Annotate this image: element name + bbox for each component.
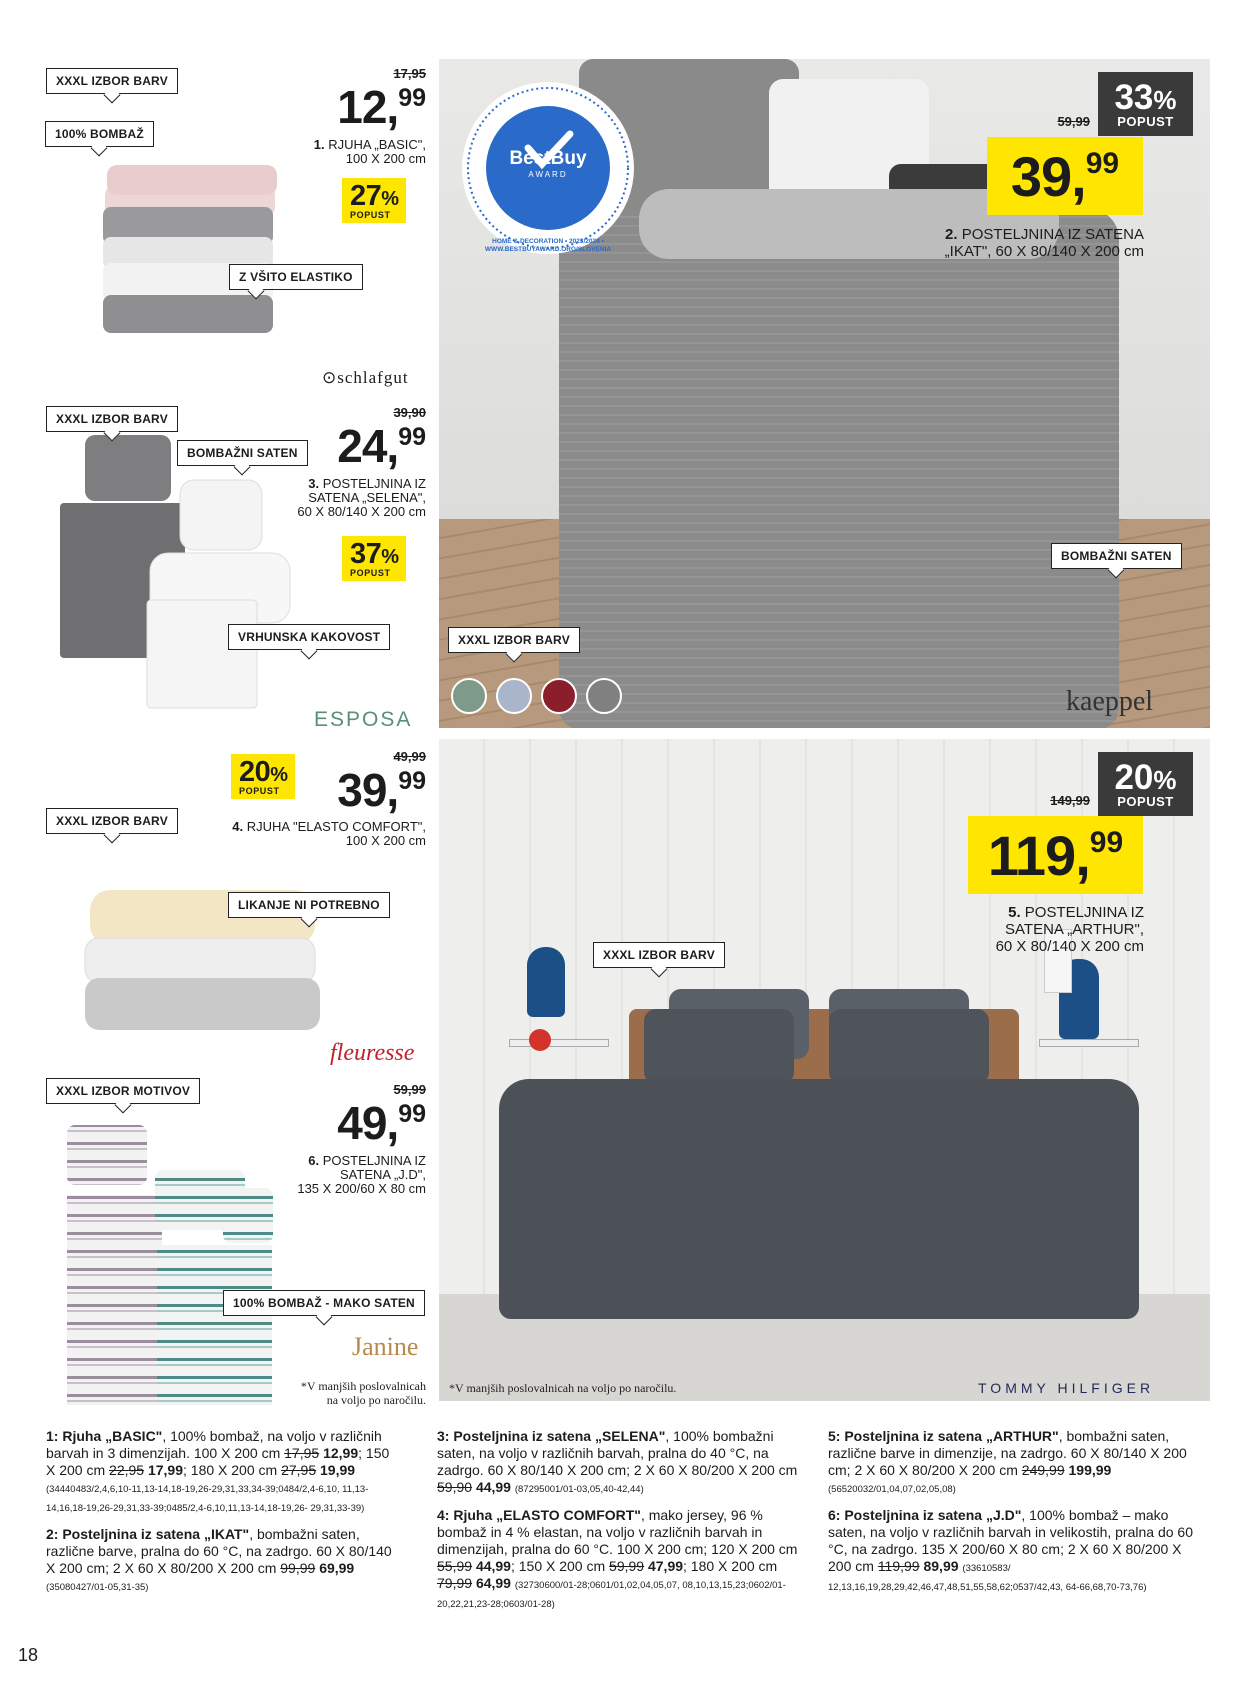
bestbuy-ring-text: HOME & DECORATION • 2023/2024 • WWW.BESTBUYAWARD.ORG/SLOVENIA [484,238,612,253]
tag-xxxl-colors: XXXL IZBOR BARV [448,627,580,653]
price: 49,99 [337,1097,426,1149]
tag-no-ironing: LIKANJE NI POTREBNO [228,892,390,918]
discount-badge: 27% POPUST [342,178,406,223]
old-price: 49,99 [393,749,426,764]
bedding-selena-image [55,425,295,710]
old-price: 39,90 [393,405,426,420]
price: 39,99 [337,764,426,816]
price: 24,99 [337,420,426,472]
tag-xxxl-colors: XXXL IZBOR BARV [593,942,725,968]
tag-satin: BOMBAŽNI SATEN [177,440,308,466]
availability-note: *V manjših poslovalnicah na voljo po naročilu. [449,1381,677,1395]
product-name: 5. POSTELJNINA IZ SATENA „ARTHUR", 60 X 80/140 X 200 cm [995,904,1144,955]
details-column-3 [828,1428,1193,1605]
detail-4: 4: Rjuha „ELASTO COMFORT", mako jersey, 96 % bombaž in 4 % elastan, na voljo v različnih barvah in dimenzijah, pralna do 60 °C. 100 X 200 cm; 120 X 200 cm 55,99 44,99; 150 X 200 cm 59,99 47,99; 180 X 200 cm 79,99 64,99 (32730600/01-28;0601/01,02,04,05,07, 08,10,13,15,23;0602/01-20,22,21,23-28;0603/01-28) [437,1507,798,1610]
brand-logo: fleuresse [330,1040,415,1066]
old-price: 59,99 [393,1082,426,1097]
detail-1: 1: Rjuha „BASIC", 100% bombaž, na voljo v različnih barvah in 3 dimenzijah. 100 X 200 cm 17,95 12,99; 150 X 200 cm 22,95 17,99; 180 X 200 cm 27,95 19,99 (34440483/2,4,6,10-11,13-14,18-19,26-29,31,33,34-39;0484/2,4-6,10, 11,13-14,16,18-19,26-29,31,33-39;0485/2,4-6,10,11,13-14,18-19,26- 29,31,33-39) [46,1428,390,1514]
sheets-stack-image [95,145,285,335]
color-swatch[interactable] [541,678,577,714]
price-box: 119,99 [968,816,1143,894]
color-swatch[interactable] [451,678,487,714]
details-column-1 [46,1428,396,1605]
discount-badge-dark: 20% POPUST [1098,752,1193,816]
old-price: 149,99 [1050,793,1090,808]
tag-xxxl-motifs: XXXL IZBOR MOTIVOV [46,1078,200,1104]
tag-satin: BOMBAŽNI SATEN [1051,543,1182,569]
color-swatch[interactable] [586,678,622,714]
discount-badge: 20% POPUST [231,754,295,799]
detail-5: 5: Posteljnina iz satena „ARTHUR", bombažni saten, različne barve in dimenzije, na zadrgo. 60 X 80/140 X 200 cm; 2 X 60 X 80/200 X 200 cm 249,99 199,99 (56520032/01,04,07,02,05,08) [828,1428,1187,1495]
availability-note: *V manjših poslovalnicah na voljo po naročilu. [300,1379,426,1407]
price-box: 39,99 [987,137,1143,215]
price: 12,99 [337,81,426,133]
product-name: 6. POSTELJNINA IZ SATENA „J.D", 135 X 200/60 X 80 cm [297,1153,426,1196]
tag-xxxl-colors: XXXL IZBOR BARV [46,68,178,94]
detail-3: 3: Posteljnina iz satena „SELENA", 100% bombažni saten, na voljo v različnih barvah, pralna do 40 °C, na zadrgo. 60 X 80/140 X 200 cm; 2 X 60 X 80/200 X 200 cm 59,90 44,99 (87295001/01-03,05,40-42,44) [437,1428,798,1495]
tag-mako-satin: 100% BOMBAŽ - MAKO SATEN [223,1290,425,1316]
tag-xxxl-colors: XXXL IZBOR BARV [46,808,178,834]
discount-badge: 37% POPUST [342,536,406,581]
brand-logo: ⊙schlafgut [322,368,409,387]
discount-badge-dark: 33% POPUST [1098,72,1193,136]
brand-logo: ESPOSA [314,708,413,731]
details-column-2 [437,1428,807,1622]
bestbuy-name: BestBuy [509,148,587,169]
tag-quality: VRHUNSKA KAKOVOST [228,624,390,650]
brand-logo: kaeppel [1066,686,1154,717]
bedding-jd-image [65,1120,275,1410]
page-number: 18 [18,1645,39,1665]
tag-elastic: Z VŠITO ELASTIKO [229,264,363,290]
brand-logo: Janine [352,1332,419,1361]
tag-cotton: 100% BOMBAŽ [45,121,154,147]
brand-logo: TOMMY HILFIGER [978,1380,1155,1396]
tag-xxxl-colors: XXXL IZBOR BARV [46,406,178,432]
bestbuy-sub: AWARD [528,170,568,179]
detail-6: 6: Posteljnina iz satena „J.D", 100% bombaž – mako saten, na voljo v različnih barvah in velikostih, pralna do 60 °C, na zadrgo. 135 X 200/60 X 80 cm; 2 X 60 X 80/200 X 200 cm 119,99 89,99 (33610583/ 12,13,16,19,28,29,42,46,47,48,51,55,58,62;0537/42,43, 64-66,68,70-73,76) [828,1507,1193,1593]
old-price: 17,95 [393,66,426,81]
product-name: 1. RJUHA „BASIC", 100 X 200 cm [313,137,426,166]
detail-2: 2: Posteljnina iz satena „IKAT", bombažni saten, različne barve, pralna do 60 °C, na zadrgo. 60 X 80/140 X 200 cm; 2 X 60 X 80/200 X 200 cm 99,99 69,99 (35080427/01-05,31-35) [46,1526,392,1593]
color-swatch[interactable] [496,678,532,714]
product-name: 3. POSTELJNINA IZ SATENA „SELENA", 60 X 80/140 X 200 cm [297,476,426,519]
old-price: 59,99 [1057,114,1090,129]
product-name: 2. POSTELJNINA IZ SATENA „IKAT", 60 X 80/140 X 200 cm [944,226,1144,260]
product-name: 4. RJUHA "ELASTO COMFORT", 100 X 200 cm [232,819,426,848]
